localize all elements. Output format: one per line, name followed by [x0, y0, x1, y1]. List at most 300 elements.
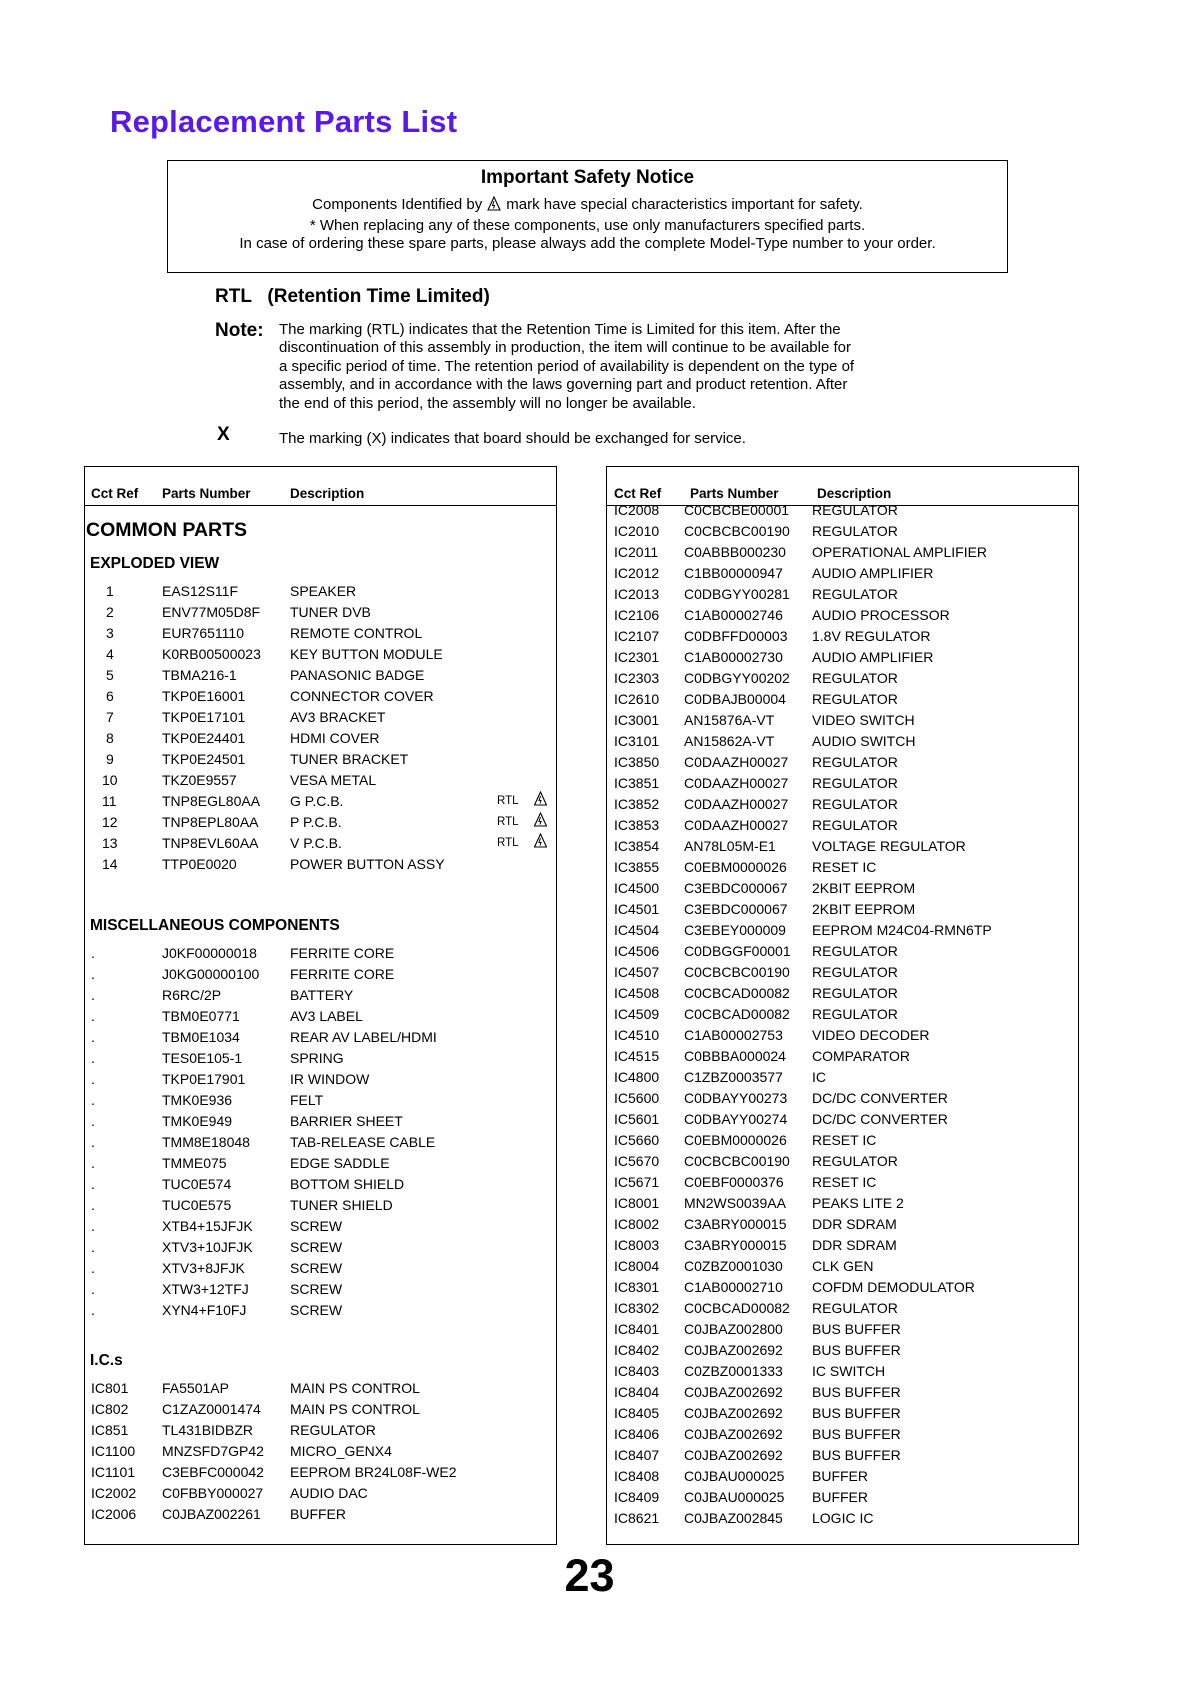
table-row [607, 1445, 1078, 1466]
cct-ref-cell: 4 [106, 646, 114, 662]
parts-number-cell: C3ABRY000015 [684, 1237, 787, 1253]
description-cell: REGULATOR [812, 775, 898, 791]
cct-ref-cell: 10 [102, 772, 118, 788]
table-row [607, 794, 1078, 815]
parts-number-cell: EUR7651110 [162, 625, 244, 641]
description-cell: TUNER BRACKET [290, 751, 409, 767]
rtl-note-text [279, 321, 919, 413]
parts-number-cell: TKP0E16001 [162, 688, 246, 704]
section-heading: EXPLODED VIEW [90, 555, 220, 572]
table-row [607, 584, 1078, 605]
description-cell: REAR AV LABEL/HDMI [290, 1029, 437, 1045]
description-cell: REGULATOR [812, 943, 898, 959]
parts-number-cell: TKP0E24401 [162, 730, 246, 746]
cct-ref-cell: IC4510 [614, 1027, 660, 1043]
cct-ref-cell: IC8404 [614, 1384, 660, 1400]
table-row [607, 1193, 1078, 1214]
description-cell: BUS BUFFER [812, 1342, 901, 1358]
parts-number-cell: C0JBAZ002692 [684, 1405, 783, 1421]
table-row [85, 1216, 556, 1237]
cct-ref-cell: IC8406 [614, 1426, 660, 1442]
cct-ref-cell: . [91, 966, 95, 982]
parts-number-cell: AN78L05M-E1 [684, 838, 776, 854]
table-row [607, 1046, 1078, 1067]
description-cell: 2KBIT EEPROM [812, 901, 916, 917]
cct-ref-cell: IC4506 [614, 943, 660, 959]
cct-ref-cell: IC3851 [614, 775, 660, 791]
table-row [85, 770, 556, 791]
parts-number-cell: TL431BIDBZR [162, 1422, 254, 1438]
table-row [85, 1048, 556, 1069]
safety-line-1 [168, 196, 1007, 217]
parts-number-cell: C1ZAZ0001474 [162, 1401, 261, 1417]
description-cell: DC/DC CONVERTER [812, 1111, 948, 1127]
parts-number-cell: C3EBDC000067 [684, 901, 788, 917]
parts-number-cell: C0DBAYY00274 [684, 1111, 788, 1127]
cct-ref-cell: IC2107 [614, 628, 660, 644]
table-row [85, 943, 556, 964]
table-row [607, 1487, 1078, 1508]
parts-number-cell: J0KF00000018 [162, 945, 257, 961]
table-row [607, 1172, 1078, 1193]
description-cell: AUDIO PROCESSOR [812, 607, 950, 623]
description-cell: RESET IC [812, 859, 877, 875]
table-row [607, 1025, 1078, 1046]
parts-number-cell: C0DBAYY00273 [684, 1090, 788, 1106]
table-row [85, 1111, 556, 1132]
description-cell: PEAKS LITE 2 [812, 1195, 904, 1211]
table-row [607, 1361, 1078, 1382]
table-row [607, 1256, 1078, 1277]
cct-ref-cell: IC8301 [614, 1279, 660, 1295]
description-cell: DDR SDRAM [812, 1216, 897, 1232]
table-row [607, 500, 1078, 521]
parts-number-cell: C0DAAZH00027 [684, 754, 789, 770]
parts-number-cell: FA5501AP [162, 1380, 229, 1396]
cct-ref-cell: 9 [106, 751, 114, 767]
table-row [607, 815, 1078, 836]
parts-number-cell: C0DBFFD00003 [684, 628, 788, 644]
parts-number-cell: TBM0E1034 [162, 1029, 240, 1045]
parts-number-cell: C0JBAZ002692 [684, 1342, 783, 1358]
description-cell: 1.8V REGULATOR [812, 628, 931, 644]
cct-ref-cell: IC4500 [614, 880, 660, 896]
table-row [607, 1235, 1078, 1256]
rtl-mark: RTL [497, 837, 519, 849]
description-cell: HDMI COVER [290, 730, 380, 746]
parts-number-cell: TBMA216-1 [162, 667, 237, 683]
cct-ref-cell: 7 [106, 709, 114, 725]
col-parts-number: Parts Number [162, 486, 251, 501]
cct-ref-cell: . [91, 1218, 95, 1234]
table-row [607, 836, 1078, 857]
cct-ref-cell: IC8409 [614, 1489, 660, 1505]
col-cct-ref: Cct Ref [91, 486, 139, 501]
parts-number-cell: C0JBAU000025 [684, 1489, 785, 1505]
parts-number-cell: C0JBAU000025 [684, 1468, 785, 1484]
description-cell: SCREW [290, 1260, 343, 1276]
section-heading: I.C.s [90, 1352, 123, 1369]
warning-triangle-icon [534, 833, 547, 854]
table-row [85, 1462, 556, 1483]
parts-number-cell: K0RB00500023 [162, 646, 261, 662]
cct-ref-cell: IC851 [91, 1422, 129, 1438]
parts-table-left [84, 466, 557, 1545]
table-row [85, 812, 556, 833]
cct-ref-cell: IC8004 [614, 1258, 660, 1274]
cct-ref-cell: . [91, 1197, 95, 1213]
rtl-mark: RTL [497, 816, 519, 828]
cct-ref-cell: 3 [106, 625, 114, 641]
parts-number-cell: C0EBF0000376 [684, 1174, 784, 1190]
description-cell: MAIN PS CONTROL [290, 1380, 420, 1396]
parts-number-cell: C1AB00002746 [684, 607, 783, 623]
description-cell: TUNER SHIELD [290, 1197, 393, 1213]
safety-notice-text [168, 196, 1007, 254]
description-cell: BUFFER [812, 1468, 868, 1484]
table-row [607, 1277, 1078, 1298]
description-cell: KEY BUTTON MODULE [290, 646, 443, 662]
cct-ref-cell: IC4501 [614, 901, 660, 917]
table-row [85, 1300, 556, 1321]
parts-number-cell: TKP0E17901 [162, 1071, 246, 1087]
description-cell: REGULATOR [812, 985, 898, 1001]
cct-ref-cell: IC3850 [614, 754, 660, 770]
parts-number-cell: C0ZBZ0001030 [684, 1258, 783, 1274]
table-row [607, 1466, 1078, 1487]
parts-number-cell: C0DBAJB00004 [684, 691, 786, 707]
page-number: 23 [564, 1550, 615, 1601]
description-cell: REGULATOR [812, 502, 898, 518]
table-row [85, 833, 556, 854]
cct-ref-cell: IC2006 [91, 1506, 137, 1522]
description-cell: COFDM DEMODULATOR [812, 1279, 975, 1295]
description-cell: BUS BUFFER [812, 1447, 901, 1463]
parts-number-cell: TUC0E575 [162, 1197, 232, 1213]
parts-number-cell: TMK0E949 [162, 1113, 233, 1129]
cct-ref-cell: IC5670 [614, 1153, 660, 1169]
description-cell: MAIN PS CONTROL [290, 1401, 420, 1417]
cct-ref-cell: IC8405 [614, 1405, 660, 1421]
table-header [85, 467, 556, 506]
cct-ref-cell: IC2106 [614, 607, 660, 623]
table-row [607, 521, 1078, 542]
safety-line-1-pre: Components Identified by [312, 196, 483, 213]
parts-number-cell: TTP0E0020 [162, 856, 237, 872]
description-cell: REGULATOR [812, 691, 898, 707]
description-cell: LOGIC IC [812, 1510, 874, 1526]
warning-triangle-icon [534, 791, 547, 812]
parts-number-cell: MNZSFD7GP42 [162, 1443, 264, 1459]
description-cell: SPRING [290, 1050, 344, 1066]
table-row [607, 1403, 1078, 1424]
table-row [607, 1319, 1078, 1340]
cct-ref-cell: IC2301 [614, 649, 660, 665]
description-cell: DC/DC CONVERTER [812, 1090, 948, 1106]
description-cell: REGULATOR [812, 1300, 898, 1316]
description-cell: VOLTAGE REGULATOR [812, 838, 966, 854]
parts-number-cell: XTW3+12TFJ [162, 1281, 249, 1297]
cct-ref-cell: . [91, 945, 95, 961]
description-cell: IR WINDOW [290, 1071, 370, 1087]
description-cell: BUS BUFFER [812, 1405, 901, 1421]
cct-ref-cell: IC2008 [614, 502, 660, 518]
cct-ref-cell: IC8408 [614, 1468, 660, 1484]
description-cell: CLK GEN [812, 1258, 874, 1274]
description-cell: AV3 LABEL [290, 1008, 363, 1024]
table-row [607, 647, 1078, 668]
table-row [85, 581, 556, 602]
parts-number-cell: C0DAAZH00027 [684, 817, 789, 833]
table-row [85, 1504, 556, 1525]
parts-number-cell: C0JBAZ002845 [684, 1510, 783, 1526]
cct-ref-cell: IC8401 [614, 1321, 660, 1337]
rtl-mark: RTL [497, 795, 519, 807]
cct-ref-cell: IC4800 [614, 1069, 660, 1085]
table-row [85, 1420, 556, 1441]
table-row [607, 1004, 1078, 1025]
rtl-note-line: the end of this period, the assembly will no longer be available. [279, 394, 696, 412]
cct-ref-cell: 2 [106, 604, 114, 620]
parts-number-cell: C0JBAZ002800 [684, 1321, 783, 1337]
rtl-note-line: assembly, and in accordance with the laws governing part and product retention. After [279, 376, 848, 394]
description-cell: BUS BUFFER [812, 1426, 901, 1442]
description-cell: OPERATIONAL AMPLIFIER [812, 544, 988, 560]
parts-number-cell: C0DAAZH00027 [684, 796, 789, 812]
table-row [85, 1237, 556, 1258]
table-row [85, 623, 556, 644]
description-cell: REGULATOR [812, 1153, 898, 1169]
description-cell: TAB-RELEASE CABLE [290, 1134, 436, 1150]
cct-ref-cell: IC3101 [614, 733, 660, 749]
parts-number-cell: C0ABBB000230 [684, 544, 786, 560]
cct-ref-cell: IC5601 [614, 1111, 660, 1127]
safety-line-1-post: mark have special characteristics important for safety. [506, 196, 863, 213]
parts-number-cell: J0KG00000100 [162, 966, 260, 982]
table-row [85, 644, 556, 665]
cct-ref-cell: IC4504 [614, 922, 660, 938]
parts-number-cell: EAS12S11F [162, 583, 239, 599]
description-cell: REGULATOR [812, 670, 898, 686]
parts-number-cell: TNP8EGL80AA [162, 793, 261, 809]
table-row [85, 1174, 556, 1195]
parts-number-cell: C0BBBA000024 [684, 1048, 786, 1064]
description-cell: AUDIO DAC [290, 1485, 368, 1501]
rtl-heading: RTL (Retention Time Limited) [215, 286, 490, 307]
cct-ref-cell: IC8402 [614, 1342, 660, 1358]
description-cell: REGULATOR [812, 586, 898, 602]
parts-number-cell: C1AB00002710 [684, 1279, 783, 1295]
cct-ref-cell: 11 [102, 793, 117, 809]
description-cell: REGULATOR [812, 796, 898, 812]
table-row [85, 707, 556, 728]
parts-number-cell: TNP8EPL80AA [162, 814, 259, 830]
parts-number-cell: C0CBCAD00082 [684, 1300, 790, 1316]
description-cell: IC SWITCH [812, 1363, 886, 1379]
parts-number-cell: C0EBM0000026 [684, 859, 787, 875]
parts-number-cell: C0DAAZH00027 [684, 775, 789, 791]
table-row [85, 1027, 556, 1048]
table-row [85, 1195, 556, 1216]
cct-ref-cell: IC8403 [614, 1363, 660, 1379]
cct-ref-cell: 1 [106, 583, 114, 599]
table-row [607, 1088, 1078, 1109]
cct-ref-cell: IC3001 [614, 712, 660, 728]
parts-number-cell: C0CBCBC00190 [684, 523, 790, 539]
description-cell: BATTERY [290, 987, 354, 1003]
cct-ref-cell: . [91, 1029, 95, 1045]
parts-number-cell: C0JBAZ002692 [684, 1447, 783, 1463]
table-row [607, 773, 1078, 794]
parts-number-cell: TMM8E18048 [162, 1134, 250, 1150]
description-cell: P P.C.B. [290, 814, 342, 830]
warning-triangle-icon [487, 196, 501, 217]
description-cell: SCREW [290, 1239, 343, 1255]
table-row [607, 752, 1078, 773]
description-cell: G P.C.B. [290, 793, 344, 809]
cct-ref-cell: . [91, 1050, 95, 1066]
col-description: Description [290, 486, 365, 501]
cct-ref-cell: IC8001 [614, 1195, 660, 1211]
table-row [85, 1258, 556, 1279]
description-cell: REGULATOR [812, 523, 898, 539]
parts-number-cell: XTV3+10JFJK [162, 1239, 253, 1255]
cct-ref-cell: IC8621 [614, 1510, 660, 1526]
table-row [85, 1132, 556, 1153]
safety-notice-box [167, 160, 1008, 273]
table-row [607, 731, 1078, 752]
parts-number-cell: C3EBFC000042 [162, 1464, 264, 1480]
parts-number-cell: C3ABRY000015 [684, 1216, 787, 1232]
parts-number-cell: C3EBDC000067 [684, 880, 788, 896]
parts-number-cell: C0CBCAD00082 [684, 985, 790, 1001]
table-row [607, 626, 1078, 647]
parts-number-cell: C0DBGYY00281 [684, 586, 790, 602]
description-cell: FERRITE CORE [290, 966, 395, 982]
cct-ref-cell: 6 [106, 688, 114, 704]
cct-ref-cell: IC4515 [614, 1048, 660, 1064]
table-row [607, 710, 1078, 731]
parts-number-cell: XYN4+F10FJ [162, 1302, 247, 1318]
description-cell: PANASONIC BADGE [290, 667, 425, 683]
table-row [85, 1153, 556, 1174]
parts-number-cell: XTV3+8JFJK [162, 1260, 245, 1276]
table-row [85, 1279, 556, 1300]
table-row [85, 728, 556, 749]
parts-table-right [606, 466, 1079, 1545]
cct-ref-cell: 14 [102, 856, 118, 872]
cct-ref-cell: IC8407 [614, 1447, 660, 1463]
parts-number-cell: TBM0E0771 [162, 1008, 240, 1024]
cct-ref-cell: IC2013 [614, 586, 660, 602]
table-row [607, 542, 1078, 563]
parts-number-cell: XTB4+15JFJK [162, 1218, 253, 1234]
description-cell: CONNECTOR COVER [290, 688, 434, 704]
table-row [607, 1424, 1078, 1445]
col-description: Description [817, 486, 892, 501]
description-cell: VESA METAL [290, 772, 377, 788]
x-mark-text: The marking (X) indicates that board should be exchanged for service. [279, 430, 746, 447]
note-label: Note: [215, 320, 264, 341]
cct-ref-cell: IC5600 [614, 1090, 660, 1106]
description-cell: VIDEO SWITCH [812, 712, 915, 728]
parts-number-cell: MN2WS0039AA [684, 1195, 786, 1211]
cct-ref-cell: IC2303 [614, 670, 660, 686]
cct-ref-cell: IC8302 [614, 1300, 660, 1316]
description-cell: BUFFER [290, 1506, 346, 1522]
description-cell: COMPARATOR [812, 1048, 911, 1064]
safety-line-3: In case of ordering these spare parts, please always add the complete Model-Type number to your order. [239, 235, 936, 252]
description-cell: REGULATOR [812, 817, 898, 833]
parts-number-cell: ENV77M05D8F [162, 604, 261, 620]
table-row [85, 1090, 556, 1111]
table-row [607, 1067, 1078, 1088]
parts-number-cell: C0JBAZ002692 [684, 1426, 783, 1442]
description-cell: SPEAKER [290, 583, 357, 599]
parts-number-cell: C0JBAZ002692 [684, 1384, 783, 1400]
description-cell: AV3 BRACKET [290, 709, 386, 725]
description-cell: REGULATOR [812, 964, 898, 980]
cct-ref-cell: 12 [102, 814, 118, 830]
parts-number-cell: R6RC/2P [162, 987, 222, 1003]
parts-number-cell: C0CBCBC00190 [684, 964, 790, 980]
parts-number-cell: C3EBEY000009 [684, 922, 786, 938]
table-row [85, 854, 556, 875]
cct-ref-cell: IC2002 [91, 1485, 137, 1501]
cct-ref-cell: IC8003 [614, 1237, 660, 1253]
table-row [85, 1399, 556, 1420]
description-cell: AUDIO SWITCH [812, 733, 916, 749]
parts-number-cell: TKP0E24501 [162, 751, 246, 767]
description-cell: BUS BUFFER [812, 1321, 901, 1337]
cct-ref-cell: IC5660 [614, 1132, 660, 1148]
parts-number-cell: AN15876A-VT [684, 712, 775, 728]
description-cell: AUDIO AMPLIFIER [812, 649, 934, 665]
table-row [85, 1378, 556, 1399]
description-cell: REMOTE CONTROL [290, 625, 423, 641]
parts-number-cell: C1AB00002753 [684, 1027, 783, 1043]
table-row [607, 668, 1078, 689]
description-cell: IC [812, 1069, 826, 1085]
col-cct-ref: Cct Ref [614, 486, 662, 501]
cct-ref-cell: IC3854 [614, 838, 660, 854]
cct-ref-cell: . [91, 1071, 95, 1087]
table-row [85, 791, 556, 812]
parts-number-cell: TMME075 [162, 1155, 227, 1171]
parts-number-cell: TKP0E17101 [162, 709, 246, 725]
parts-number-cell: TUC0E574 [162, 1176, 232, 1192]
safety-line-2: * When replacing any of these components, use only manufacturers specified parts. [309, 216, 866, 234]
cct-ref-cell: IC5671 [614, 1174, 660, 1190]
table-row [607, 962, 1078, 983]
description-cell: VIDEO DECODER [812, 1027, 930, 1043]
parts-number-cell: AN15862A-VT [684, 733, 775, 749]
rtl-note-line: a specific period of time. The retention period of availability is dependent on the type of [279, 357, 855, 375]
description-cell: MICRO_GENX4 [290, 1443, 392, 1459]
description-cell: EEPROM BR24L08F-WE2 [290, 1464, 457, 1480]
parts-number-cell: C0CBCAD00082 [684, 1006, 790, 1022]
table-row [607, 563, 1078, 584]
table-row [607, 1130, 1078, 1151]
parts-number-cell: TMK0E936 [162, 1092, 233, 1108]
description-cell: DDR SDRAM [812, 1237, 897, 1253]
description-cell: EDGE SADDLE [290, 1155, 390, 1171]
cct-ref-cell: IC3855 [614, 859, 660, 875]
cct-ref-cell: IC4508 [614, 985, 660, 1001]
table-row [607, 1340, 1078, 1361]
description-cell: FELT [290, 1092, 324, 1108]
cct-ref-cell: . [91, 1134, 95, 1150]
